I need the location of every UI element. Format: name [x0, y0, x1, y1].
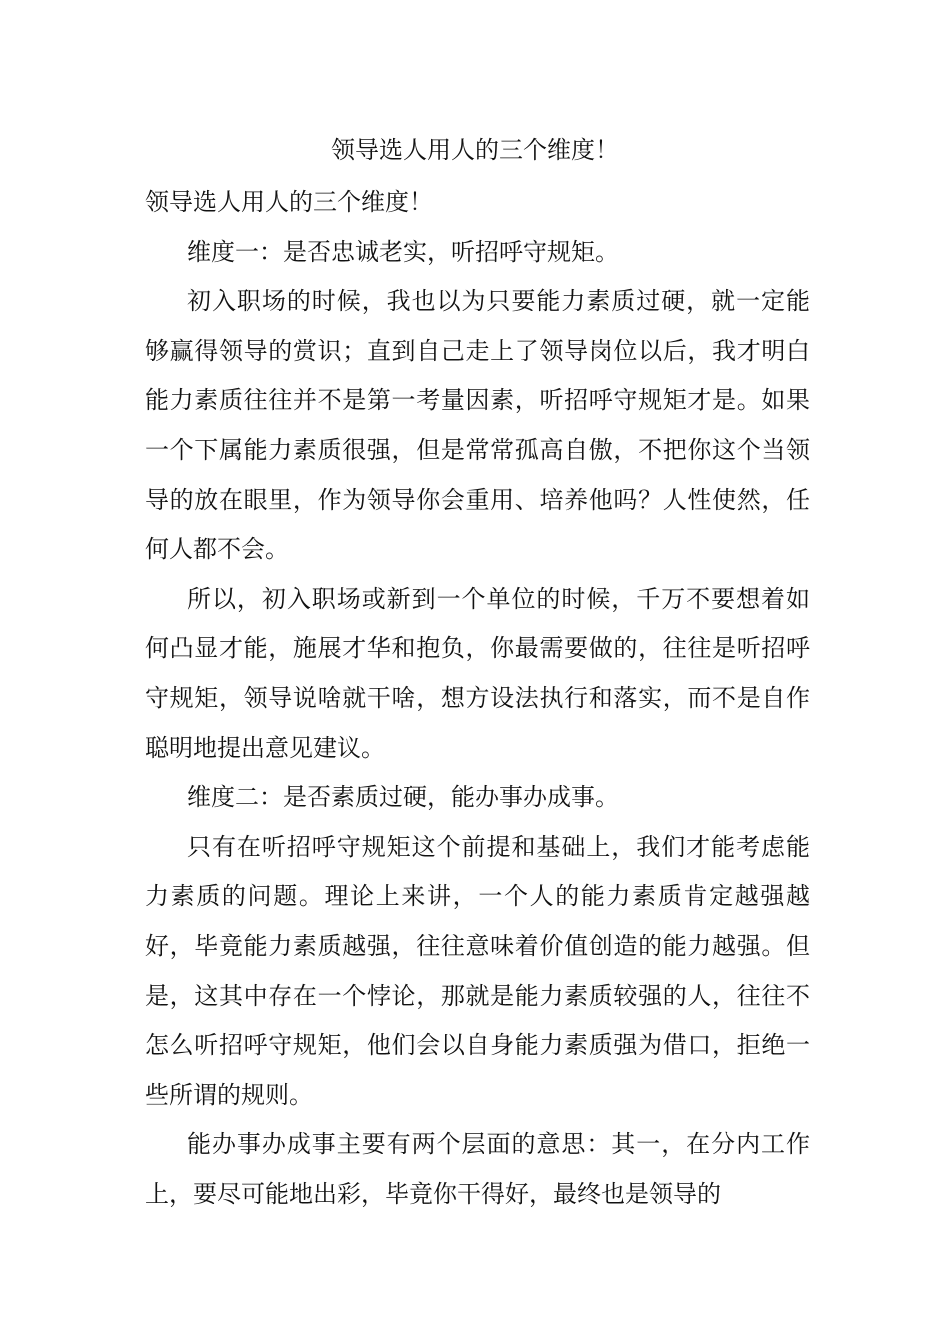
paragraph-body-2: 所以，初入职场或新到一个单位的时候，千万不要想着如何凸显才能，施展才华和抱负，你最需要做的，往往是听招呼守规矩，领导说啥就干啥，想方设法执行和落实，而不是自作聪明地提出意见建议。 [145, 584, 810, 762]
paragraph-body-1: 初入职场的时候，我也以为只要能力素质过硬，就一定能够赢得领导的赏识；直到自己走上了领导岗位以后，我才明白能力素质往往并不是第一考量因素，听招呼守规矩才是。如果一个下属能力素质很强，但是常常孤高自傲，不把你这个当领导的放在眼里，作为领导你会重用、培养他吗？人性使然，任何人都不会。 [145, 287, 810, 564]
paragraph-dimension-two: 维度二：是否素质过硬，能办事办成事。 [187, 783, 619, 812]
paragraph-heading: 领导选人用人的三个维度！ [145, 188, 433, 216]
paragraph-body-4: 能办事办成事主要有两个层面的意思：其一，在分内工作上，要尽可能地出彩，毕竟你干得好，最终也是领导的 [145, 1130, 810, 1208]
paragraph-dimension-one: 维度一：是否忠诚老实，听招呼守规矩。 [187, 237, 619, 266]
document-title: 领导选人用人的三个维度！ [331, 136, 619, 164]
document-body [145, 178, 810, 1219]
paragraph-body-3: 只有在听招呼守规矩这个前提和基础上，我们才能考虑能力素质的问题。理论上来讲，一个人的能力素质肯定越强越好，毕竟能力素质越强，往往意味着价值创造的能力越强。但是，这其中存在一个悖论，那就是能力素质较强的人，往往不怎么听招呼守规矩，他们会以自身能力素质强为借口，拒绝一些所谓的规则。 [145, 832, 810, 1109]
